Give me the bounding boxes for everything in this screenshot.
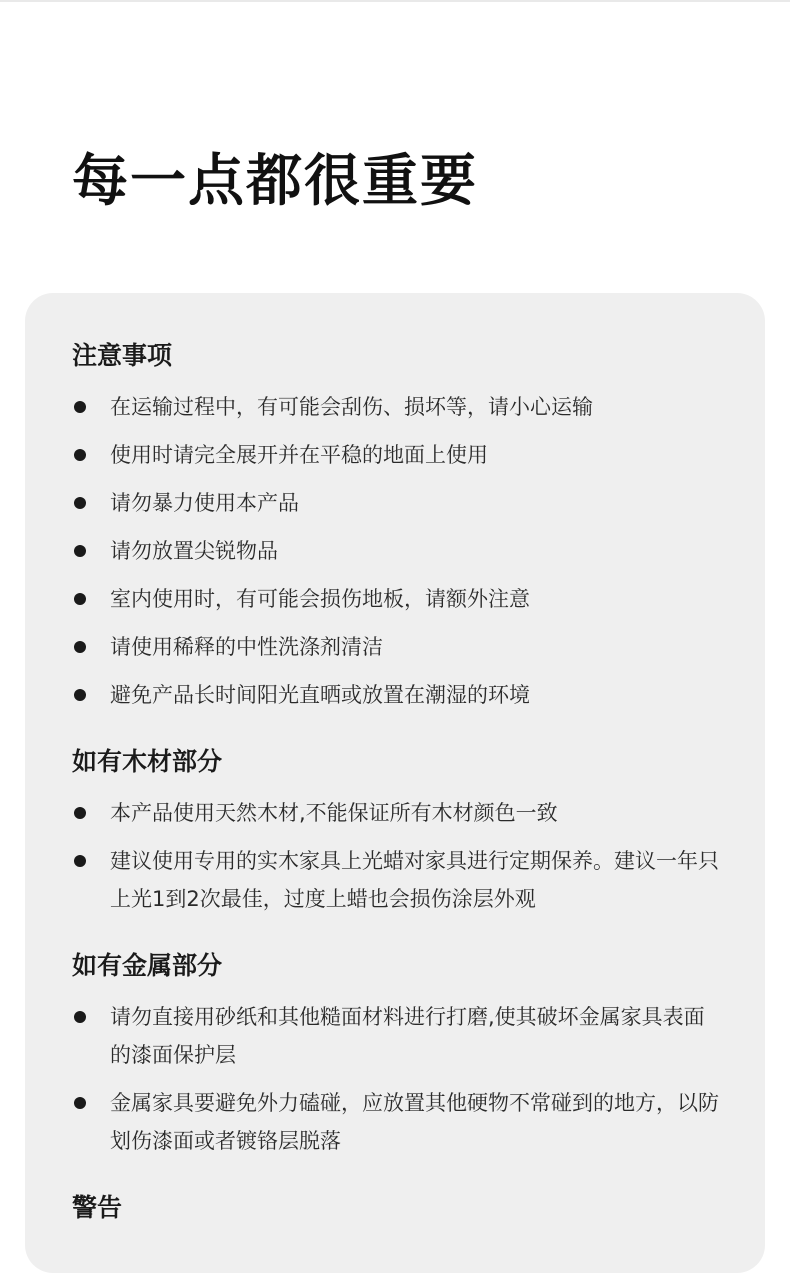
list-item xyxy=(72,388,724,426)
bullet-icon xyxy=(74,497,86,509)
list-item xyxy=(72,484,724,522)
list-item-text: 请勿直接用砂纸和其他糙面材料进行打磨,使其破坏金属家具表面的漆面保护层 xyxy=(110,1005,705,1067)
top-divider xyxy=(0,0,790,2)
notice-content xyxy=(72,336,724,1228)
list-item xyxy=(72,436,724,474)
section-title: 如有木材部分 xyxy=(72,747,223,776)
section-title: 如有金属部分 xyxy=(72,951,223,980)
bullet-icon xyxy=(74,401,86,413)
bullet-icon xyxy=(74,807,86,819)
wood-list xyxy=(72,794,724,918)
page-title: 每一点都很重要 xyxy=(72,149,478,214)
section-wood xyxy=(72,742,724,918)
list-item-text: 使用时请完全展开并在平稳的地面上使用 xyxy=(110,443,488,467)
bullet-icon xyxy=(74,641,86,653)
bullet-icon xyxy=(74,545,86,557)
section-metal xyxy=(72,946,724,1160)
bullet-icon xyxy=(74,1097,86,1109)
list-item xyxy=(72,1084,724,1160)
section-precautions xyxy=(72,336,724,714)
list-item xyxy=(72,628,724,666)
list-item-text: 在运输过程中，有可能会刮伤、损坏等，请小心运输 xyxy=(110,395,593,419)
list-item-text: 请勿暴力使用本产品 xyxy=(110,491,299,515)
list-item-text: 请使用稀释的中性洗涤剂清洁 xyxy=(110,635,383,659)
metal-list xyxy=(72,998,724,1160)
list-item-text: 避免产品长时间阳光直晒或放置在潮湿的环境 xyxy=(110,683,530,707)
list-item xyxy=(72,842,724,918)
bullet-icon xyxy=(74,1011,86,1023)
list-item xyxy=(72,794,724,832)
section-title: 警告 xyxy=(72,1193,123,1222)
precautions-list xyxy=(72,388,724,714)
list-item-text: 请勿放置尖锐物品 xyxy=(110,539,278,563)
bullet-icon xyxy=(74,689,86,701)
bullet-icon xyxy=(74,593,86,605)
list-item-text: 室内使用时，有可能会损伤地板，请额外注意 xyxy=(110,587,530,611)
list-item-text: 金属家具要避免外力磕碰，应放置其他硬物不常碰到的地方，以防划伤漆面或者镀铬层脱落 xyxy=(110,1091,719,1153)
list-item xyxy=(72,998,724,1074)
list-item xyxy=(72,676,724,714)
list-item xyxy=(72,580,724,618)
list-item xyxy=(72,532,724,570)
list-item-text: 本产品使用天然木材,不能保证所有木材颜色一致 xyxy=(110,801,558,825)
list-item-text: 建议使用专用的实木家具上光蜡对家具进行定期保养。建议一年只上光1到2次最佳，过度上蜡也会损伤涂层外观 xyxy=(110,849,719,911)
section-warning xyxy=(72,1188,724,1228)
bullet-icon xyxy=(74,449,86,461)
section-title: 注意事项 xyxy=(72,341,173,370)
bullet-icon xyxy=(74,855,86,867)
